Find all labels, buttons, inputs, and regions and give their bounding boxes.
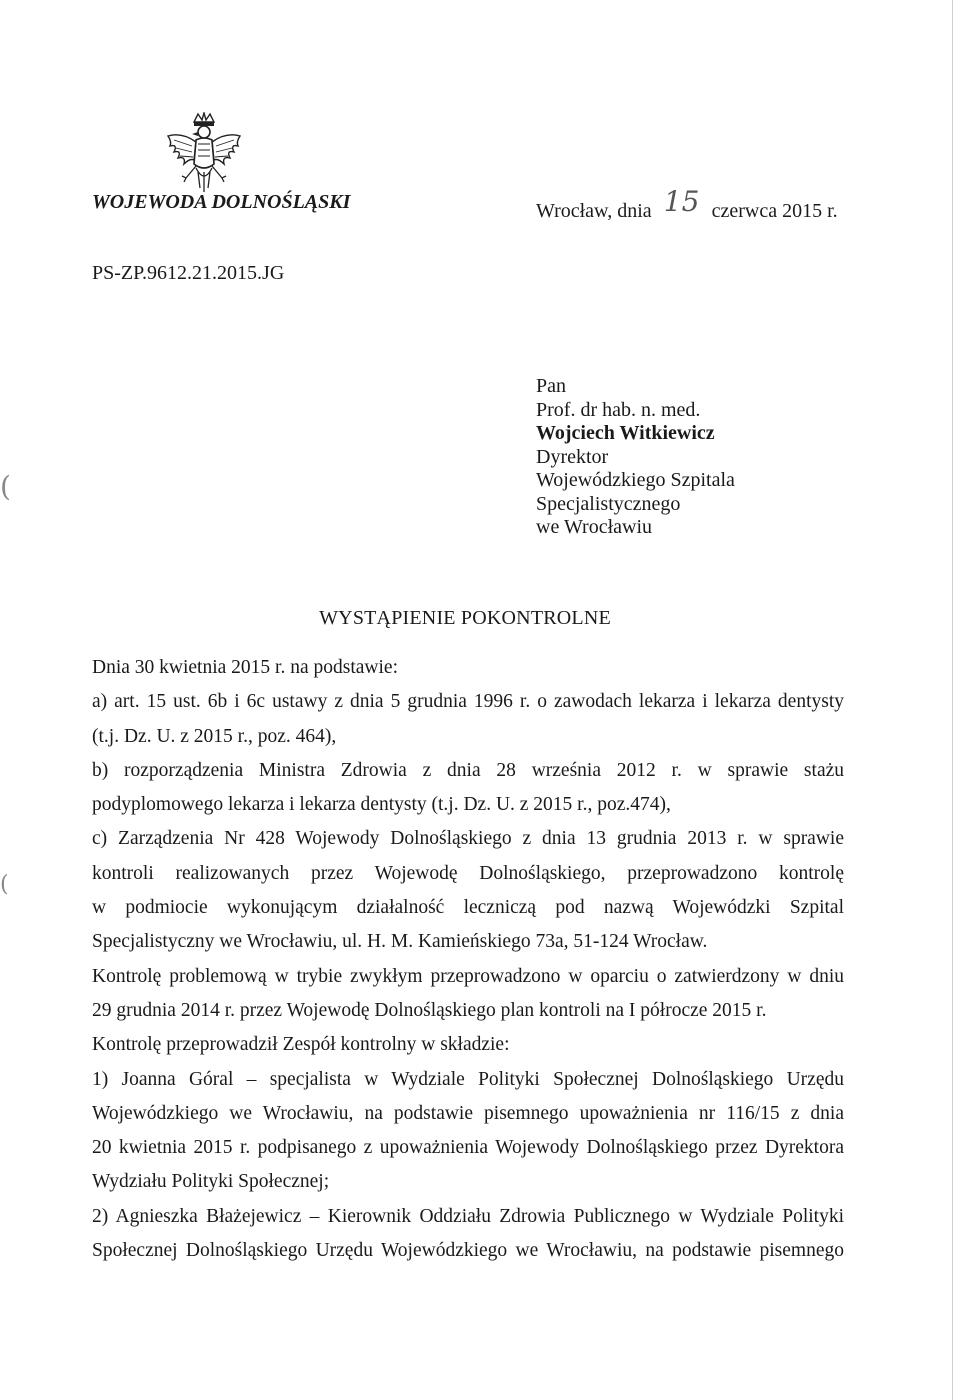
body-line: w podmiocie wykonującym działalność leczniczą pod nazwą Wojewódzki Szpital xyxy=(92,897,844,919)
body-line: 20 kwietnia 2015 r. podpisanego z upoważnienia Wojewody Dolnośląskiego przez Dyrektora xyxy=(92,1137,844,1159)
body-line: Dnia 30 kwietnia 2015 r. na podstawie: xyxy=(92,657,398,678)
date-suffix: czerwca 2015 r. xyxy=(711,200,838,222)
date-prefix: Wrocław, dnia xyxy=(536,200,652,222)
body-line: Społecznej Dolnośląskiego Urzędu Wojewódzkiego we Wrocławiu, na podstawie pisemnego xyxy=(92,1240,844,1262)
body-line: b) rozporządzenia Ministra Zdrowia z dnia 28 września 2012 r. w sprawie stażu xyxy=(92,759,844,781)
recipient-institution-line1: Wojewódzkiego Szpitala xyxy=(536,469,735,491)
polish-eagle-emblem-icon xyxy=(162,112,246,200)
recipient-salutation: Pan xyxy=(536,375,566,397)
body-line: 2) Agnieszka Błażejewicz – Kierownik Oddziału Zdrowia Publicznego w Wydziale Polityki xyxy=(92,1205,844,1227)
recipient-institution-line2: Specjalistycznego xyxy=(536,492,681,515)
authority-name: WOJEWODA DOLNOŚLĄSKI xyxy=(92,191,351,213)
body-line: Wojewódzkiego we Wrocławiu, na podstawie pisemnego upoważnienia nr 116/15 z dnia xyxy=(92,1102,844,1124)
body-line: 29 grudnia 2014 r. przez Wojewodę Dolnośląskiego plan kontroli na I półrocze 2015 r. xyxy=(92,999,767,1021)
body-line: Specjalistyczny we Wrocławiu, ul. H. M. Kamieńskiego 73a, 51-124 Wrocław. xyxy=(92,931,708,953)
date-day-handwritten: 15 xyxy=(663,185,700,218)
scan-edge-line xyxy=(952,0,953,1400)
reference-number: PS-ZP.9612.21.2015.JG xyxy=(92,262,285,284)
body-line: kontroli realizowanych przez Wojewodę Dolnośląskiego, przeprowadzono kontrolę xyxy=(92,862,844,884)
body-line: Kontrolę problemową w trybie zwykłym przeprowadzono w oparciu o zatwierdzony w dniu xyxy=(92,965,844,987)
recipient-block xyxy=(536,375,735,540)
body-line: c) Zarządzenia Nr 428 Wojewody Dolnośląskiego z dnia 13 grudnia 2013 r. w sprawie xyxy=(92,828,844,850)
document-date xyxy=(536,185,838,224)
body-line: a) art. 15 ust. 6b i 6c ustawy z dnia 5 grudnia 1996 r. o zawodach lekarza i lekarza dentysty xyxy=(92,691,844,713)
margin-bracket-mark: ( xyxy=(0,470,11,503)
document-body xyxy=(92,651,844,1268)
body-line: (t.j. Dz. U. z 2015 r., poz. 464), xyxy=(92,725,337,747)
body-line: Kontrolę przeprowadził Zespół kontrolny w składzie: xyxy=(92,1034,510,1056)
body-line: podyplomowego lekarza i lekarza dentysty (t.j. Dz. U. z 2015 r., poz.474), xyxy=(92,794,671,816)
recipient-institution-line3: we Wrocławiu xyxy=(536,516,653,538)
recipient-name: Wojciech Witkiewicz xyxy=(536,422,715,444)
document-title: WYSTĄPIENIE POKONTROLNE xyxy=(319,607,611,629)
margin-bracket-mark: ( xyxy=(0,872,9,897)
body-line: Wydziału Polityki Społecznej; xyxy=(92,1171,330,1193)
recipient-position: Dyrektor xyxy=(536,445,609,468)
recipient-degree: Prof. dr hab. n. med. xyxy=(536,398,701,421)
body-line: 1) Joanna Góral – specjalista w Wydziale Polityki Społecznej Dolnośląskiego Urzędu xyxy=(92,1068,844,1090)
